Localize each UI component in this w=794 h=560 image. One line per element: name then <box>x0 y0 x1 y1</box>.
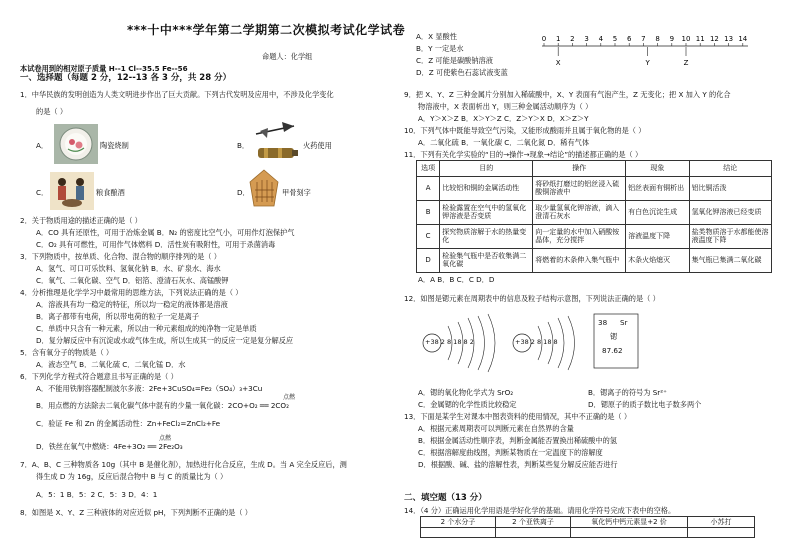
q12-option-b: B．锶离子的符号为 Sr²⁺ <box>588 388 667 397</box>
header-cell: 结论 <box>689 161 771 177</box>
table-row <box>417 225 772 249</box>
section-2-heading: 二、填空题（13 分） <box>404 493 487 503</box>
ph-tick-label: 6 <box>626 35 632 43</box>
element-number: 38 <box>598 318 608 327</box>
exam-title: ***十中***学年第二学期第二次模拟考试化学试卷 <box>127 23 406 37</box>
ph-tick-label: 9 <box>669 35 675 43</box>
q6-option-a: A．不能用铁制容器配制波尔多液：2Fe+3CuSO₄=Fe₂（SO₄）₃+3Cu <box>36 384 263 393</box>
q10-stem: 10．下列气体中既能导致空气污染，又能形成酸雨并且属于氧化物的是（ ） <box>404 126 646 135</box>
q1-option-c-text: 粮食酿酒 <box>96 188 125 197</box>
q8-option-d: D．Z 可使紫色石蕊试液变蓝 <box>416 68 508 77</box>
q7-options: A．5：1 B．5：2 C．5：3 D．4：1 <box>36 490 158 499</box>
brewing-image <box>50 172 94 210</box>
header-cell: 操作 <box>533 161 626 177</box>
ph-tick-label: 13 <box>724 35 734 43</box>
ph-tick-label: 4 <box>598 35 604 43</box>
q12-stem: 12．如图是锶元素在周期表中的信息及粒子结构示意图，下列说法正确的是（ ） <box>404 294 660 303</box>
q6-stem: 6．下列化学方程式符合题意且书写正确的是（ ） <box>20 372 178 381</box>
ph-tick-label: 10 <box>681 35 691 43</box>
ph-marker-label: X <box>555 59 561 67</box>
table-header-row <box>417 161 772 177</box>
q9-stem: 9．把 X、Y、Z 三种金属片分别加入稀硫酸中，X、Y 表面有气泡产生，Z 无变化；把 X 加入 Y 的化合 <box>404 90 731 99</box>
ph-tick-label: 14 <box>738 35 748 43</box>
q12-option-c: C．金属锶的化学性质比较稳定 <box>418 400 517 409</box>
q5-options: A．液态空气 B．二氧化硫 C．二氧化锰 D．水 <box>36 360 186 369</box>
answer-cell[interactable] <box>496 528 571 538</box>
table-cell: B <box>417 201 440 225</box>
table-row <box>417 201 772 225</box>
table-cell: 铝丝表面有铜析出 <box>626 177 689 201</box>
table-cell: 小苏打 <box>688 517 755 528</box>
ph-tick-label: 2 <box>570 35 575 43</box>
ph-tick-label: 5 <box>612 35 618 43</box>
table-row <box>421 528 755 538</box>
element-mass: 87.62 <box>602 346 623 355</box>
table-cell: D <box>417 249 440 273</box>
q1-option-b: B． <box>237 141 250 150</box>
header-cell: 选项 <box>417 161 440 177</box>
author-line: 命题人：化学组 <box>262 52 313 61</box>
q6-d-condition: 点燃 <box>159 435 172 442</box>
table-cell: A <box>417 177 440 201</box>
table-cell: 2 个水分子 <box>421 517 496 528</box>
answer-cell[interactable] <box>421 528 496 538</box>
q4-option-d: D．复分解反应中有沉淀或水或气体生成，所以生成其一的反应一定是复分解反应 <box>36 336 294 345</box>
ph-tick-label: 0 <box>541 35 547 43</box>
element-symbol: Sr <box>620 318 628 327</box>
ph-tick-label: 8 <box>655 35 660 43</box>
q13-option-c: C．根据溶解度曲线图，判断某物质在一定温度下的溶解度 <box>418 448 603 457</box>
answer-cell[interactable] <box>688 528 755 538</box>
q4-option-b: B．离子都带有电荷，所以带电荷的粒子一定是离子 <box>36 312 200 321</box>
ph-tick-label: 7 <box>641 35 646 43</box>
oracle-bone-image <box>248 168 280 208</box>
q13-option-a: A．根据元素周期表可以判断元素在自然界的含量 <box>418 424 574 433</box>
q2-stem: 2．关于物质用途的描述正确的是（ ） <box>20 216 142 225</box>
table-cell: 氧化钙中钙元素显+2 价 <box>571 517 688 528</box>
table-row <box>421 517 755 528</box>
answer-cell[interactable] <box>571 528 688 538</box>
ph-marker-label: Z <box>683 59 689 67</box>
table-cell: 集气瓶已集满二氧化碳 <box>689 249 771 273</box>
q6-option-b: B．用点燃的方法除去二氧化碳气体中混有的少量一氧化碳：2CO+O₂ ══ 2CO₂ <box>36 401 289 410</box>
q2-options-ab: A．CO 具有还原性，可用于冶炼金属 B．N₂ 的密度比空气小，可用作灯泡保护气 <box>36 228 295 237</box>
table-cell: 2 个亚铁离子 <box>496 517 571 528</box>
q12-option-d: D．锶原子的质子数比电子数多两个 <box>588 400 702 409</box>
porcelain-image <box>54 124 98 164</box>
q1-option-c: C． <box>36 188 49 197</box>
q7-stem-cont: 得生成 D 为 16g，反应后混合物中 B 与 C 的质量比为（ ） <box>36 472 228 481</box>
ph-tick-label: 1 <box>555 35 561 43</box>
q3-options-ab: A．氢气、可口可乐饮料、氢氧化钠 B．水、矿泉水、海水 <box>36 264 221 273</box>
table-cell: 盐类物质溶于水都能使溶液温度下降 <box>689 225 771 249</box>
table-cell: 溶液温度下降 <box>626 225 689 249</box>
header-cell: 现象 <box>626 161 689 177</box>
q1-stem: 1．中华民族的发明创造为人类文明进步作出了巨大贡献。下列古代发明及应用中，不涉及化学变化 <box>20 90 334 99</box>
q10-options: A．二氧化硫 B．一氧化碳 C．二氧化氮 D．稀有气体 <box>418 138 590 147</box>
q11-options: A．A B．B C．C D．D <box>418 275 495 284</box>
table-cell: 取少量氢氧化钾溶液，滴入澄清石灰水 <box>533 201 626 225</box>
table-cell: 比较铝和铜的金属活动性 <box>440 177 533 201</box>
q8-stem: 8．如图是 X、Y、Z 三种液体的对应近似 pH，下列判断不正确的是（ ） <box>20 508 252 517</box>
table-cell: 木条火焰熄灭 <box>626 249 689 273</box>
table-cell: 探究物质溶解于水的热量变化 <box>440 225 533 249</box>
q6-option-c: C．验证 Fe 和 Zn 的金属活动性：Zn+FeCl₂=ZnCl₂+Fe <box>36 419 221 428</box>
q12-option-a: A．锶的氧化物化学式为 SrO₂ <box>418 388 514 397</box>
q1-option-a-text: 陶瓷烧制 <box>100 141 129 150</box>
q6-option-d: D．铁丝在氧气中燃烧：4Fe+3O₂ ══ 2Fe₂O₃ <box>36 442 183 451</box>
table-cell: C <box>417 225 440 249</box>
q1-option-a: A． <box>36 141 49 150</box>
q8-option-b: B．Y 一定是水 <box>416 44 464 53</box>
table-cell: 向一定量的水中加入硝酸铵晶体，充分搅拌 <box>533 225 626 249</box>
table-cell: 检验集气瓶中是否收集满二氧化碳 <box>440 249 533 273</box>
ph-tick-label: 11 <box>695 35 705 43</box>
q8-option-c: C．Z 可能是碳酸钠溶液 <box>416 56 493 65</box>
table-cell: 检验露置在空气中的氢氧化钾溶液是否变质 <box>440 201 533 225</box>
q1-option-d-text: 甲骨刻字 <box>282 188 311 197</box>
q14-table <box>420 516 755 538</box>
q6-b-condition: 点燃 <box>283 394 296 401</box>
q3-options-cd: C．氧气、二氧化碳、空气 D．铝箔、澄清石灰水、高锰酸钾 <box>36 276 229 285</box>
header-cell: 目的 <box>440 161 533 177</box>
q1-option-b-text: 火药使用 <box>303 141 332 150</box>
element-name: 锶 <box>610 332 618 341</box>
q11-table <box>416 160 772 273</box>
ion-structure-label: +38 2 8 18 8 <box>515 338 558 346</box>
q14-stem: 14．（4 分）正确运用化学用语是学好化学的基础。请用化学符号完成下表中的空格。 <box>404 506 676 515</box>
table-cell: 铝比铜活泼 <box>689 177 771 201</box>
q4-option-a: A．溶液具有均一稳定的特征，所以均一稳定的液体都是溶液 <box>36 300 228 309</box>
q5-stem: 5．含有氧分子的物质是（ ） <box>20 348 114 357</box>
q2-options-cd: C．O₂ 具有可燃性，可用作气体燃料 D．活性炭有吸附性，可用于杀菌消毒 <box>36 240 276 249</box>
atom-structure-label: +38 2 8 18 8 2 <box>425 338 474 346</box>
q11-stem: 11．下列有关化学实验的“目的→操作→现象→结论”的描述都正确的是（ ） <box>404 150 643 159</box>
section-1-heading: 一、选择题（每题 2 分，12--13 各 3 分，共 28 分） <box>20 73 232 83</box>
table-row <box>417 249 772 273</box>
ph-tick-label: 12 <box>709 35 719 43</box>
q1-stem-cont: 的是（ ） <box>36 107 68 116</box>
q8-option-a: A．X 显酸性 <box>416 32 457 41</box>
q13-option-d: D．根据酸、碱、盐的溶解性表，判断某些复分解反应能否进行 <box>418 460 618 469</box>
q3-stem: 3．下列物质中，按单质、化合物、混合物的顺序排列的是（ ） <box>20 252 221 261</box>
gunpowder-image <box>254 120 300 168</box>
q9-stem-cont: 物溶液中，X 表面析出 Y，则三种金属活动顺序为（ ） <box>418 102 593 111</box>
ph-marker-label: Y <box>645 59 650 67</box>
q13-option-b: B．根据金属活动性顺序表，判断金属能否置换出稀硫酸中的氢 <box>418 436 617 445</box>
q7-stem: 7．A、B、C 三种物质各 10g（其中 B 是催化剂），加热进行化合反应，生成 D。当 A 完全反应后，测 <box>20 460 347 469</box>
q9-options: A．Y＞X＞Z B．X＞Y＞Z C．Z＞Y＞X D．X＞Z＞Y <box>418 114 589 123</box>
table-cell: 氢氧化钾溶液已经变质 <box>689 201 771 225</box>
table-row <box>417 177 772 201</box>
q4-stem: 4．分析推理是化学学习中最常用的思维方法，下列说法正确的是（ ） <box>20 288 243 297</box>
ph-scale <box>536 32 756 72</box>
q4-option-c: C．单质中只含有一种元素，所以由一种元素组成的纯净物一定是单质 <box>36 324 257 333</box>
table-cell: 有白色沉淀生成 <box>626 201 689 225</box>
ph-tick-label: 3 <box>584 35 589 43</box>
q1-option-d: D． <box>237 188 250 197</box>
table-cell: 将砂纸打磨过的铝丝浸入硫酸铜溶液中 <box>533 177 626 201</box>
q13-stem: 13．下面是某学生对课本中图表资料的使用情况，其中不正确的是（ ） <box>404 412 632 421</box>
atomic-masses: 本试卷用到的相对原子质量 H--1 Cl--35.5 Fe--56 <box>20 64 188 73</box>
table-cell: 将燃着的木条伸入集气瓶中 <box>533 249 626 273</box>
